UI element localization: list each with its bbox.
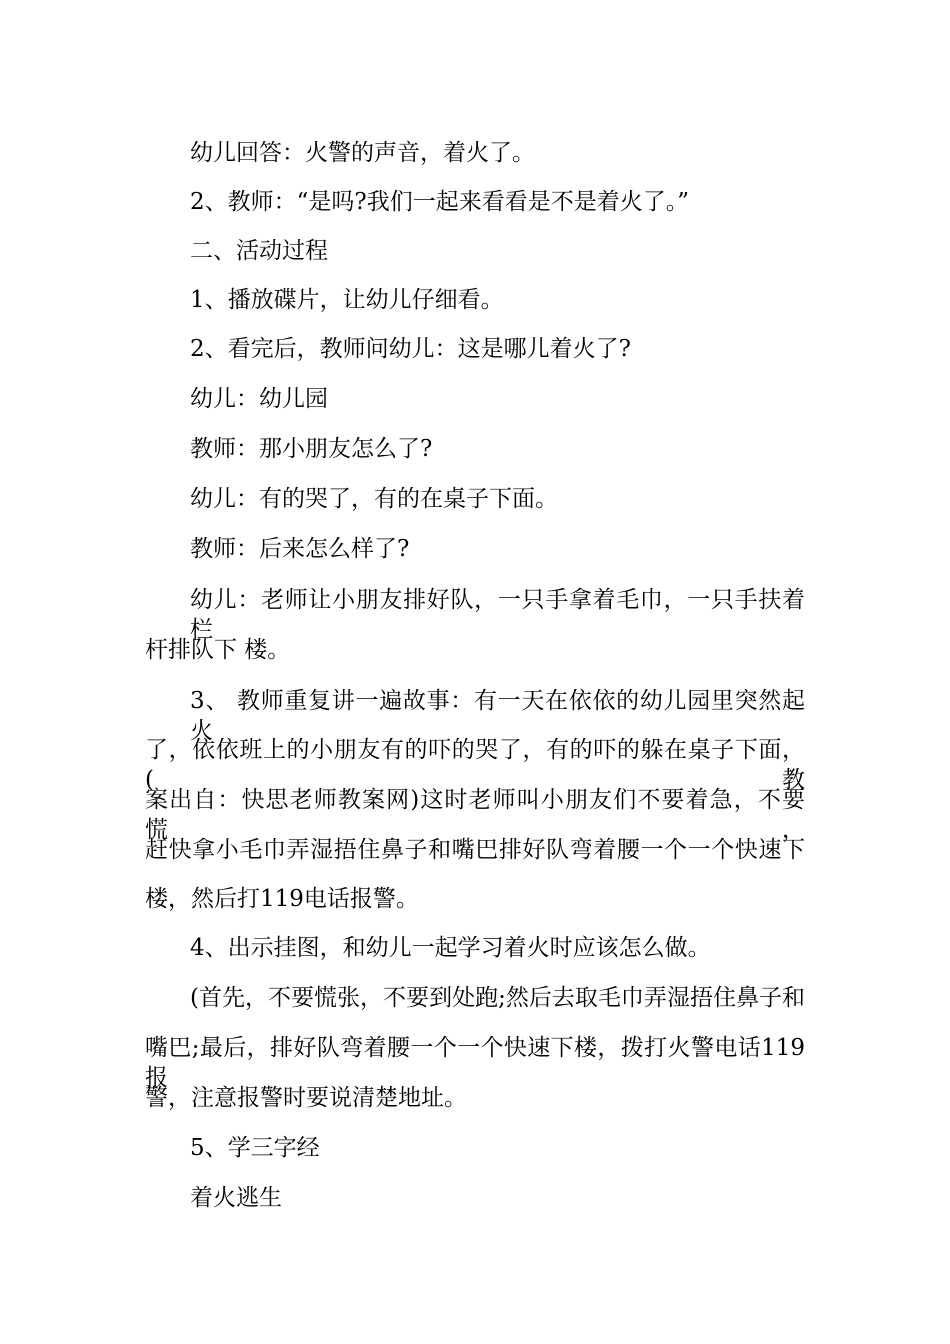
paragraph-line: 案出自：快思老师教案网)这时老师叫小朋友们不要着急，不要慌，	[145, 787, 805, 843]
paragraph-line: 赶快拿小毛巾弄湿捂住鼻子和嘴巴排好队弯着腰一个一个快速下	[145, 837, 805, 863]
paragraph-line: 5、学三字经	[190, 1135, 320, 1161]
paragraph-line: 教师：那小朋友怎么了?	[190, 436, 433, 462]
paragraph-line: 杆排队下 楼。	[145, 637, 291, 663]
paragraph-line: 嘴巴;最后，排好队弯着腰一个一个快速下楼，拨打火警电话119报	[145, 1035, 805, 1091]
paragraph-line: 3、 教师重复讲一遍故事：有一天在依依的幼儿园里突然起火	[190, 688, 805, 744]
paragraph-line: 幼儿：幼儿园	[190, 386, 328, 412]
paragraph-line: 幼儿：有的哭了，有的在桌子下面。	[190, 486, 558, 512]
paragraph-line: 2、看完后，教师问幼儿：这是哪儿着火了?	[190, 336, 631, 362]
paragraph-line: 楼，然后打119电话报警。	[145, 886, 419, 912]
paragraph-line: 了，依依班上的小朋友有的吓的哭了，有的吓的躲在桌子下面，(教	[145, 737, 805, 793]
paragraph-line: 警，注意报警时要说清楚地址。	[145, 1085, 467, 1111]
paragraph-line: 教师：后来怎么样了?	[190, 536, 410, 562]
paragraph-line: 幼儿：老师让小朋友排好队，一只手拿着毛巾，一只手扶着栏	[190, 587, 805, 643]
paragraph-line: 着火逃生	[190, 1185, 282, 1211]
paragraph-line: 幼儿回答：火警的声音，着火了。	[190, 140, 535, 166]
paragraph-line: (首先，不要慌张，不要到处跑;然后去取毛巾弄湿捂住鼻子和	[190, 985, 805, 1011]
paragraph-line: 2、教师：“是吗?我们一起来看看是不是着火了。”	[190, 189, 689, 215]
section-heading: 二、活动过程	[190, 238, 328, 264]
paragraph-line: 4、出示挂图，和幼儿一起学习着火时应该怎么做。	[190, 935, 711, 961]
paragraph-line: 1、播放碟片，让幼儿仔细看。	[190, 287, 504, 313]
